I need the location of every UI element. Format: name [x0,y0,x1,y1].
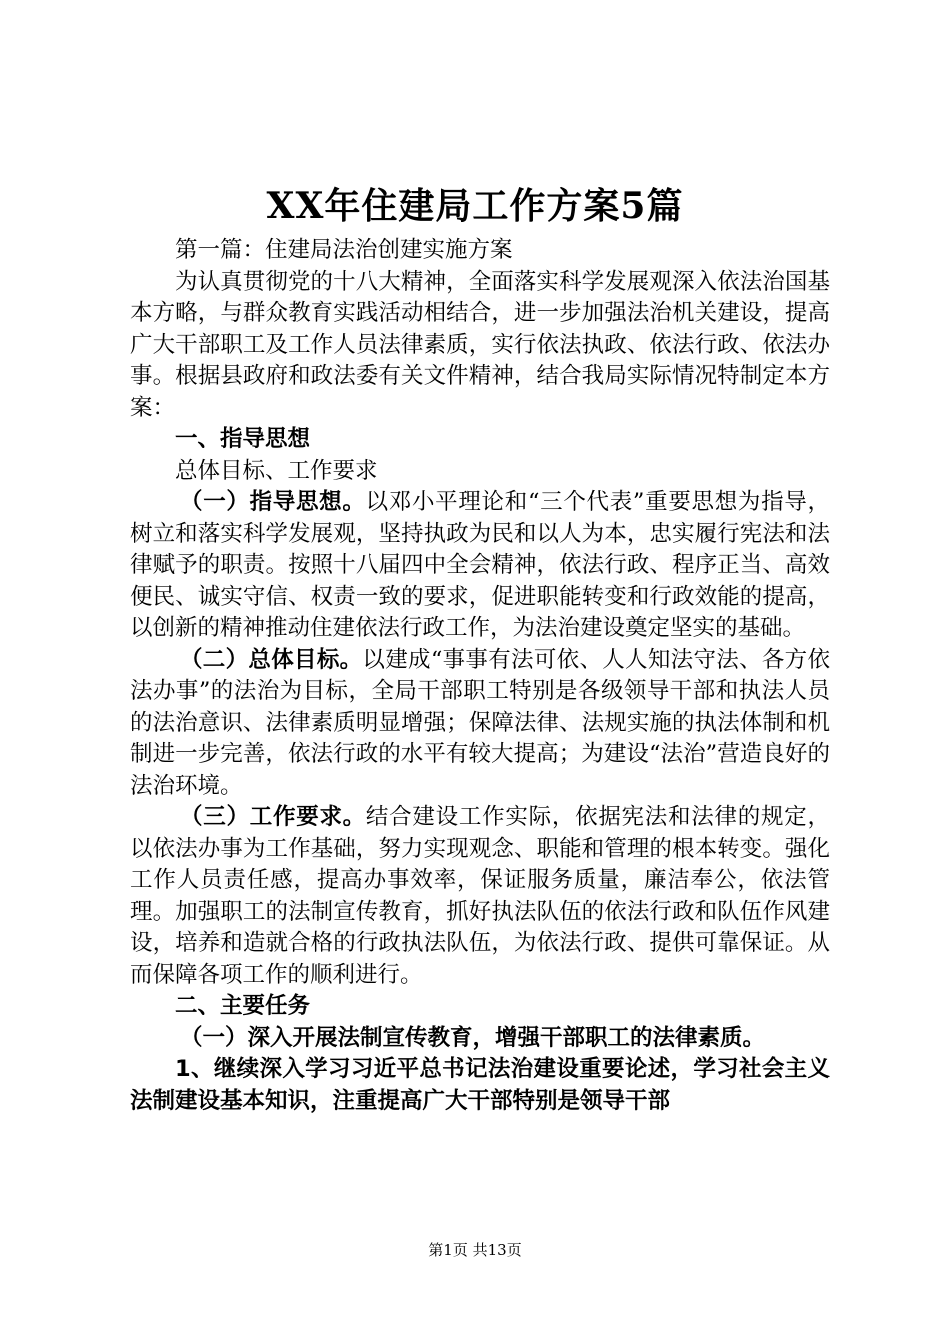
section1-item-goals [130,645,830,803]
subtitle: 第一篇：住建局法治创建实施方案 [175,237,513,263]
section1-item-requirements [130,802,830,991]
section2-item1: （一）深入开展法制宣传教育，增强干部职工的法律素质。 [180,1024,766,1051]
section2-item2: 1、继续深入学习习近平总书记法治建设重要论述，学习社会主义法制建设基本知识，注重提高广大干部特别是领导干部 [130,1056,830,1114]
item-text: 以建成“事事有法可依、人人知法守法、各方依法办事”的法治为目标，全局干部职工特别是各级领导干部和执法人员的法治意识、法律素质明显增强；保障法律、法规实施的执法体制和机制进一步完善，依法行政的水平有较大提高；为建设“法治”营造良好的法治环境。 [130,646,830,799]
item-lead: （二）总体目标。 [180,646,363,673]
section2-heading: 二、主要任务 [175,993,311,1019]
item-lead: （一）指导思想。 [180,489,366,515]
item-text: 以邓小平理论和“三个代表”重要思想为指导，树立和落实科学发展观，坚持执政为民和以人为本，忠实履行宪法和法律赋予的职责。按照十八届四中全会精神，依法行政、程序正当、高效便民、诚实守信、权责一致的要求，促进职能转变和行政效能的提高，以创新的精神推动住建依法行政工作，为法治建设奠定坚实的基础。 [130,489,830,641]
section1-subheading: 总体目标、工作要求 [175,457,378,484]
document-body [130,235,830,1117]
document-title: XX年住建局工作方案5篇 [266,185,684,227]
intro-paragraph: 为认真贯彻党的十八大精神，全面落实科学发展观深入依法治国基本方略，与群众教育实践活动相结合，进一步加强法治机关建设，提高广大干部职工及工作人员法律素质，实行依法执政、依法行政、依法办事。根据县政府和政法委有关文件精神，结合我局实际情况特制定本方案： [130,268,830,421]
page-footer: 第1页 共13页 [428,1241,522,1259]
item-text: 结合建设工作实际，依据宪法和法律的规定，以依法办事为工作基础，努力实现观念、职能和管理的根本转变。强化工作人员责任感，提高办事效率，保证服务质量，廉洁奉公，依法管理。加强职工的法制宣传教育，抓好执法队伍的依法行政和队伍作风建设，培养和造就合格的行政执法队伍，为依法行政、提供可靠保证。从而保障各项工作的顺利进行。 [130,804,830,988]
section1-heading: 一、指导思想 [175,426,311,452]
item-lead: （三）工作要求。 [180,804,366,830]
section1-item-guiding [130,487,830,645]
